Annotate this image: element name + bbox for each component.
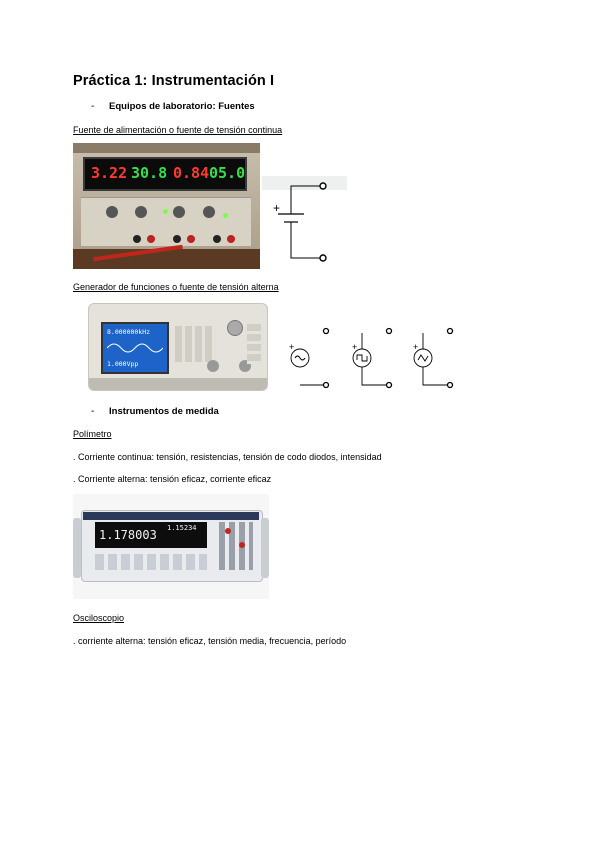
svg-text:+: + [289, 342, 295, 352]
function-generator-photo [88, 303, 268, 391]
multimeter-display [95, 522, 207, 548]
power-supply-display [83, 157, 247, 191]
text-corriente-continua: . Corriente continua: tensión, resistencias, tensión de codo diodos, intensidad [73, 452, 382, 462]
bullet-dash: - [91, 101, 95, 112]
ps-digit-1: 3.22 [91, 164, 128, 182]
section-osciloscopio: Osciloscopio [73, 613, 125, 623]
function-generator-display [101, 322, 169, 374]
ps-digit-4: 05.0 [209, 164, 246, 182]
battery-symbol-icon [262, 176, 347, 266]
fg-freq: 8.000000kHz [107, 328, 151, 336]
svg-text:+: + [413, 342, 419, 352]
mm-main: 1.178003 [99, 528, 157, 542]
ac-sources-diagram [286, 325, 461, 391]
section-generador: Generador de funciones o fuente de tensión alterna [73, 282, 279, 292]
bullet-dash: - [91, 406, 95, 417]
power-supply-photo [73, 143, 260, 269]
bullet-equipos: Equipos de laboratorio: Fuentes [109, 101, 255, 112]
bullet-instrumentos: Instrumentos de medida [109, 406, 219, 417]
page-title: Práctica 1: Instrumentación I [73, 73, 275, 89]
text-osc-alterna: . corriente alterna: tensión eficaz, tensión media, frecuencia, período [73, 636, 347, 646]
text-corriente-alterna: . Corriente alterna: tensión eficaz, corriente eficaz [73, 474, 272, 484]
knob [106, 206, 118, 218]
knob [203, 206, 215, 218]
square-wave-source-icon [352, 329, 392, 388]
section-polimetro: Polímetro [73, 429, 112, 439]
svg-text:+: + [352, 342, 358, 352]
fg-amp: 1.000Vpp [107, 360, 139, 368]
ps-digit-2: 30.8 [131, 164, 168, 182]
section-fuente-continua: Fuente de alimentación o fuente de tensión continua [73, 125, 283, 135]
knob [135, 206, 147, 218]
multimeter-photo [73, 494, 269, 599]
mm-sub: 1.15234 [167, 524, 197, 532]
ac-source-symbol-icon [289, 329, 329, 388]
svg-text:+: + [273, 201, 281, 215]
triangle-wave-source-icon [413, 329, 453, 388]
ps-digit-3: 0.84 [173, 164, 210, 182]
knob [173, 206, 185, 218]
